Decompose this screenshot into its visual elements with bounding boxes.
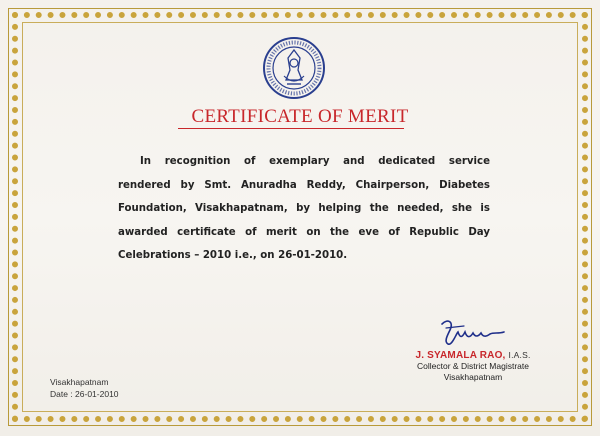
body-line: Celebrations – 2010 i.e., on 26-01-2010. bbox=[118, 250, 348, 261]
body-line: rendered by Smt. Anuradha Reddy, Chairperson, Diabetes bbox=[118, 179, 490, 191]
signer-location: Visakhapatnam bbox=[443, 372, 503, 382]
certificate-body bbox=[118, 150, 490, 268]
body-line: awarded certificate of merit on the eve of Republic Day bbox=[118, 226, 490, 238]
signer-suffix: I.A.S. bbox=[508, 350, 531, 360]
place-date-block bbox=[50, 376, 119, 400]
certificate-title: CERTIFICATE OF MERIT bbox=[191, 106, 409, 127]
government-seal-icon bbox=[262, 36, 326, 100]
signer-title: Collector & District Magistrate bbox=[417, 361, 529, 371]
issue-date: Date : 26-01-2010 bbox=[50, 389, 119, 399]
signature-icon bbox=[438, 316, 508, 350]
signer-block bbox=[388, 350, 558, 383]
signer-name: J. SYAMALA RAO, bbox=[415, 350, 506, 361]
place: Visakhapatnam bbox=[50, 377, 109, 387]
body-line: In recognition of exemplary and dedicated service bbox=[140, 156, 490, 167]
body-line: Foundation, Visakhapatnam, by helping the needed, she is bbox=[118, 203, 490, 214]
title-underline bbox=[178, 128, 404, 129]
